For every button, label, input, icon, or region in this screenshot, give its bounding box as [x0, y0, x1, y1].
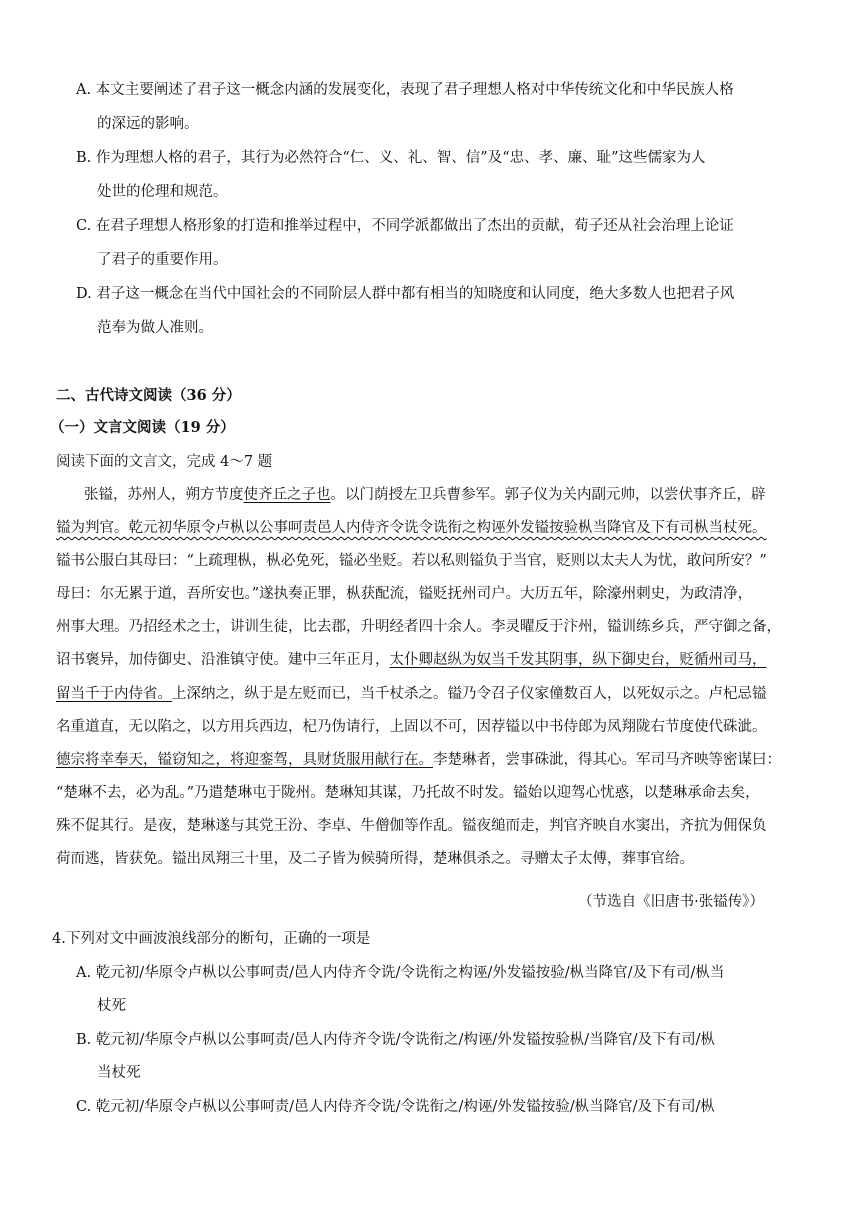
- passage-line-3: 镒书公服白其母曰：“上疏理枞，枞必免死，镒必坐贬。若以私则镒负于当官，贬则以太夫人为忧，敢问所安？”: [56, 553, 767, 569]
- passage-line-5: 州事大理。乃招经术之士，讲训生徒，比去郡，升明经者四十余人。李灵曜反于汴州，镒训练乡兵，严守御之备，: [56, 619, 781, 635]
- underlined-sentence-1: 太仆卿赵纵为奴当千发其阴事，纵下御史台，贬循州司马，: [389, 652, 767, 668]
- option-c-line1: C. 在君子理想人格形象的打造和推举过程中，不同学派都做出了杰出的贡献，荀子还从社会治理上论证: [76, 218, 734, 234]
- passage-line-12: 荷而逃，皆获免。镒出凤翔三十里，及二子皆为候骑所得，楚琳俱杀之。寻赠太子太傅，葬事官给。: [56, 851, 694, 867]
- passage-line-4: 母曰：尔无累于道，吾所安也。”遂执奏正罪，枞获配流，镒贬抚州司户。大历五年，除濠州刺史，为政清净，: [56, 586, 753, 602]
- option-d-line2: 范奉为做人准则。: [97, 320, 213, 336]
- subsection-title: （一）文言文阅读（19 分）: [50, 419, 235, 436]
- q4-option-a-line1: A. 乾元初/华原令卢枞以公事呵责/邑人内侍齐令诜/令诜衔之构诬/外发镒按验/枞当降官/及下有司/枞当: [76, 965, 725, 981]
- passage-line-9: 德宗将幸奉天，镒窃知之，将迎銮驾，具财货服用献行在。李楚琳者，尝事硃泚，得其心。军司马齐映等密谋曰：: [56, 752, 781, 768]
- option-d-line1: D. 君子这一概念在当代中国社会的不同阶层人群中都有相当的知晓度和认同度，绝大多数人也把君子风: [76, 286, 735, 302]
- option-b-line2: 处世的伦理和规范。: [97, 184, 228, 200]
- q4-option-a-line2: 杖死: [97, 998, 126, 1014]
- underlined-sentence-2: 德宗将幸奉天，镒窃知之，将迎銮驾，具财货服用献行在。: [56, 752, 433, 768]
- passage-line-2: [56, 518, 767, 538]
- section-title: 二、古代诗文阅读（36 分）: [56, 387, 241, 404]
- passage-source: （节选自《旧唐书·张镒传》）: [578, 894, 764, 910]
- option-a-line1: A. 本文主要阐述了君子这一概念内涵的发展变化，表现了君子理想人格对中华传统文化和中华民族人格: [76, 82, 734, 98]
- q4-option-b-line2: 当杖死: [97, 1065, 141, 1081]
- passage-line-10: “楚琳不去，必为乱。”乃遣楚琳屯于陇州。楚琳知其谋，乃托故不时发。镒始以迎驾心忧惑，以楚琳承命去矣，: [56, 785, 760, 801]
- passage-line-11: 殊不促其行。是夜，楚琳遂与其党王汾、李卓、牛僧伽等作乱。镒夜缒而走，判官齐映自水窦出，齐抗为佣保负: [56, 818, 767, 834]
- underlined-sentence-1-cont: 留当千于内侍省。: [56, 686, 172, 702]
- q4-option-b-line1: B. 乾元初/华原令卢枞以公事呵责/邑人内侍齐令诜/令诜衔之/构诬/外发镒按验枞/当降官/及下有司/枞: [76, 1032, 715, 1048]
- passage-line-1: 张镒，苏州人，朔方节度使齐丘之子也。以门荫授左卫兵曹参军。郭子仪为关内副元帅，以尝伏事齐丘，辟: [84, 487, 766, 503]
- wavy-underlined-passage: 镒为判官。乾元初华原令卢枞以公事呵责邑人内侍齐令诜令诜衔之构诬外发镒按验枞当降官及下有司枞当杖死。: [56, 520, 767, 536]
- option-b-line1: B. 作为理想人格的君子，其行为必然符合“仁、义、礼、智、信”及“忠、孝、廉、耻”这些儒家为人: [76, 150, 706, 166]
- option-c-line2: 了君子的重要作用。: [97, 252, 228, 268]
- question-4-stem: 4.下列对文中画波浪线部分的断句，正确的一项是: [52, 931, 371, 947]
- option-a-line2: 的深远的影响。: [97, 116, 199, 132]
- instruction: 阅读下面的文言文，完成 4～7 题: [56, 454, 273, 470]
- passage-line-6: 诏书褒异，加侍御史、沿淮镇守使。建中三年正月，太仆卿赵纵为奴当千发其阴事，纵下御史台，贬循州司马，: [56, 652, 767, 668]
- passage-line-8: 名重道直，无以陷之，以方用兵西边，杞乃伪请行，上固以不可，因荐镒以中书侍郎为凤翔陇右节度使代硃泚。: [56, 719, 767, 735]
- passage-line-7: 留当千于内侍省。上深纳之，纵于是左贬而已，当千杖杀之。镒乃令召子仪家僮数百人，以死奴示之。卢杞忌镒: [56, 686, 767, 702]
- underlined-phrase: 使齐丘之子也: [243, 487, 331, 503]
- q4-option-c-line1: C. 乾元初/华原令卢枞以公事呵责/邑人内侍齐令诜/令诜衔之/构诬/外发镒按验/枞当降官/及下有司/枞: [76, 1099, 715, 1115]
